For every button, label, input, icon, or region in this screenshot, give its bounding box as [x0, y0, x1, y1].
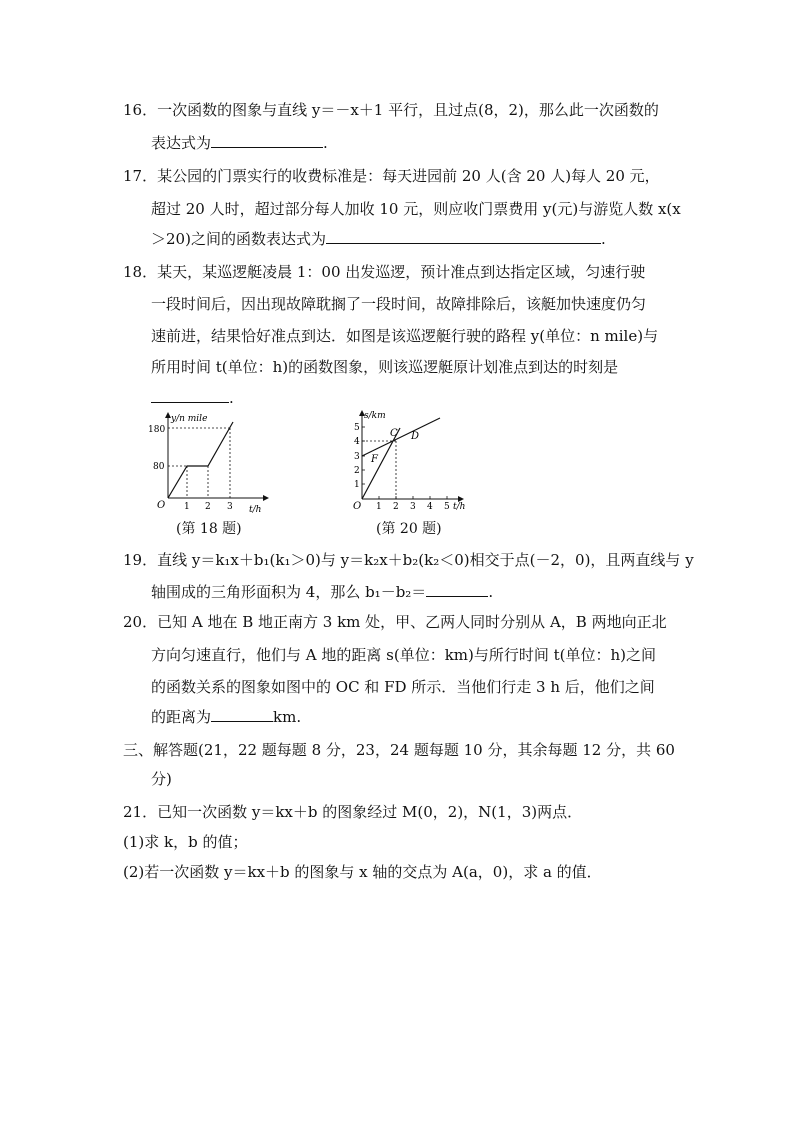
q20-prefix: 的距离为 [151, 708, 212, 726]
fig18-ytick-180: 180 [148, 425, 166, 435]
fig20-point-f: F [371, 454, 378, 465]
q19-answer-blank[interactable] [426, 582, 488, 597]
q18-line4: 所用时间 t(单位：h)的函数图象，则该巡逻艇原计划准点到达的时刻是 [151, 358, 619, 376]
q17-end: . [600, 230, 606, 248]
figure-18-graph [145, 408, 275, 518]
fig18-xtick-2: 2 [205, 502, 211, 512]
fig20-xtick-2: 2 [393, 502, 399, 512]
section3-heading: 三、解答题(21，22 题每题 8 分，23，24 题每题 10 分，其余每题 12 分，共 60 [123, 741, 675, 759]
q19-end: . [488, 583, 494, 601]
fig20-line-fd [362, 418, 440, 456]
q16-prefix: 表达式为 [151, 134, 212, 152]
fig20-xtick-3: 3 [410, 502, 416, 512]
q16-line1: 16．一次函数的图象与直线 y＝－x＋1 平行，且过点(8，2)，那么此一次函数的 [123, 101, 659, 119]
q20-line3: 的函数关系的图象如图中的 OC 和 FD 所示．当他们行走 3 h 后，他们之间 [151, 678, 655, 696]
fig20-ytick-2: 2 [354, 466, 360, 476]
q17-prefix: ＞20)之间的函数表达式为 [151, 230, 326, 248]
q21-part1: (1)求 k，b 的值； [123, 833, 248, 851]
fig20-ytick-4: 4 [354, 437, 360, 447]
fig18-origin: O [157, 500, 166, 511]
q17-line3 [151, 229, 606, 249]
q18-line5 [151, 388, 234, 408]
q17-line2: 超过 20 人时，超过部分每人加收 10 元，则应收门票费用 y(元)与游览人数 x(x [151, 200, 681, 218]
q18-end: . [229, 389, 234, 407]
fig20-point-d: D [411, 431, 420, 442]
fig18-xtick-3: 3 [227, 502, 233, 512]
fig18-graph-line [168, 422, 233, 498]
fig18-xtick-1: 1 [184, 502, 190, 512]
q19-line1: 19．直线 y＝k₁x＋b₁(k₁＞0)与 y＝k₂x＋b₂(k₂＜0)相交于点(－2，0)，且两直线与 y [123, 551, 694, 569]
q19-prefix: 轴围成的三角形面积为 4，那么 b₁－b₂＝ [151, 583, 427, 601]
q18-line2: 一段时间后，因出现故障耽搁了一段时间，故障排除后，该艇加快速度仍匀 [151, 295, 647, 313]
q18-line3: 速前进，结果恰好准点到达．如图是该巡逻艇行驶的路程 y(单位：n mile)与 [151, 327, 659, 345]
q18-answer-blank[interactable] [151, 388, 229, 403]
fig18-ylabel: y/n mile [171, 414, 208, 424]
q20-line4 [151, 707, 301, 727]
q16-line2 [151, 133, 328, 153]
fig18-ytick-80: 80 [153, 462, 165, 472]
q21-line1: 21．已知一次函数 y＝kx＋b 的图象经过 M(0，2)，N(1，3)两点． [123, 803, 583, 821]
figure-20-graph [345, 406, 470, 516]
fig20-ytick-1: 1 [354, 480, 360, 490]
q20-end: km. [273, 708, 302, 726]
fig20-xlabel: t/h [453, 502, 466, 512]
fig20-ytick-5: 5 [354, 423, 360, 433]
q20-line1: 20．已知 A 地在 B 地正南方 3 km 处，甲、乙两人同时分别从 A，B 两地向正北 [123, 613, 667, 631]
fig20-ytick-3: 3 [354, 452, 360, 462]
q17-line1: 17．某公园的门票实行的收费标准是：每天进园前 20 人(含 20 人)每人 20 元， [123, 167, 660, 185]
fig20-xtick-1: 1 [376, 502, 382, 512]
fig18-caption: (第 18 题) [176, 521, 242, 537]
fig20-ylabel: s/km [364, 411, 386, 421]
q19-line2 [151, 582, 493, 602]
q18-line1: 18．某天，某巡逻艇凌晨 1：00 出发巡逻，预计准点到达指定区域，匀速行驶 [123, 263, 646, 281]
fig20-origin: O [353, 501, 362, 512]
q21-part2: (2)若一次函数 y＝kx＋b 的图象与 x 轴的交点为 A(a，0)，求 a 的值． [123, 863, 602, 881]
q16-answer-blank[interactable] [211, 133, 323, 148]
q17-answer-blank[interactable] [326, 229, 601, 244]
fig20-caption: (第 20 题) [376, 521, 442, 537]
section3-heading-cont: 分) [151, 770, 172, 788]
fig18-xlabel: t/h [249, 505, 262, 515]
q20-answer-blank[interactable] [211, 707, 273, 722]
fig20-point-c: C [390, 428, 398, 439]
q16-end: . [323, 134, 328, 152]
fig20-xtick-4: 4 [427, 502, 433, 512]
q20-line2: 方向匀速直行，他们与 A 地的距离 s(单位：km)与所行时间 t(单位：h)之间 [151, 646, 657, 664]
fig20-xtick-5: 5 [444, 502, 450, 512]
